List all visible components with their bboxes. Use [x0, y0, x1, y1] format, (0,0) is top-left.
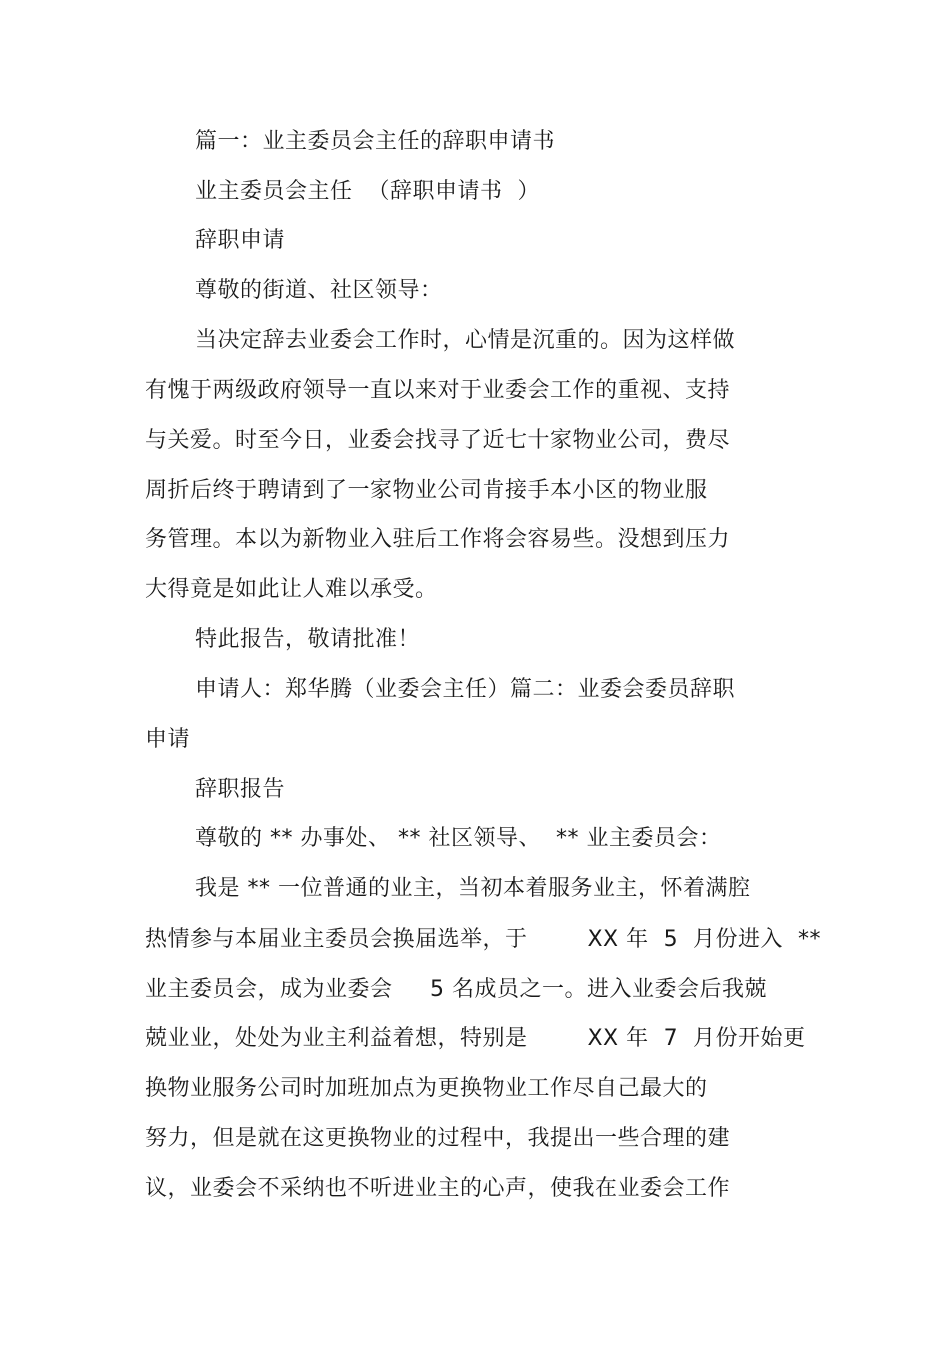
paragraph-line: 热情参与本届业主委员会换届选举，于 XX 年 5 月份进入 ** [145, 927, 822, 952]
paragraph-line: 换物业服务公司时加班加点为更换物业工作尽自己最大的 [145, 1076, 708, 1101]
doc-heading: 业主委员会主任 （辞职申请书 ） [195, 179, 540, 204]
paragraph-line: 努力，但是就在这更换物业的过程中，我提出一些合理的建 [145, 1126, 731, 1151]
paragraph-line: 兢业业，处处为业主利益着想，特别是 XX 年 7 月份开始更 [145, 1026, 806, 1051]
doc-subheading: 辞职申请 [195, 228, 286, 253]
paragraph-line: 业主委员会，成为业委会 5 名成员之一。进入业委会后我兢 [145, 977, 767, 1002]
section-title-1: 篇一：业主委员会主任的辞职申请书 [195, 129, 556, 154]
salutation-2: 尊敬的 ** 办事处、 ** 社区领导、 ** 业主委员会： [195, 826, 722, 851]
paragraph-line: 务管理。本以为新物业入驻后工作将会容易些。没想到压力 [145, 527, 731, 552]
section-title-2: 辞职报告 [195, 777, 286, 802]
closing-line: 特此报告，敬请批准！ [195, 627, 421, 652]
salutation: 尊敬的街道、社区领导： [195, 278, 443, 303]
paragraph-line: 周折后终于聘请到了一家物业公司肯接手本小区的物业服 [145, 478, 708, 503]
paragraph-line: 申请 [145, 727, 191, 752]
paragraph-line: 我是 ** 一位普通的业主，当初本着服务业主，怀着满腔 [195, 876, 751, 901]
paragraph-line: 有愧于两级政府领导一直以来对于业委会工作的重视、支持 [145, 378, 731, 403]
paragraph-line: 与关爱。时至今日，业委会找寻了近七十家物业公司，费尽 [145, 428, 731, 453]
paragraph-line: 大得竟是如此让人难以承受。 [145, 577, 438, 602]
paragraph-line: 议，业委会不采纳也不听进业主的心声，使我在业委会工作 [145, 1176, 731, 1201]
signature-line: 申请人：郑华腾（业委会主任）篇二：业委会委员辞职 [195, 677, 736, 702]
paragraph-line: 当决定辞去业委会工作时，心情是沉重的。因为这样做 [195, 328, 736, 353]
